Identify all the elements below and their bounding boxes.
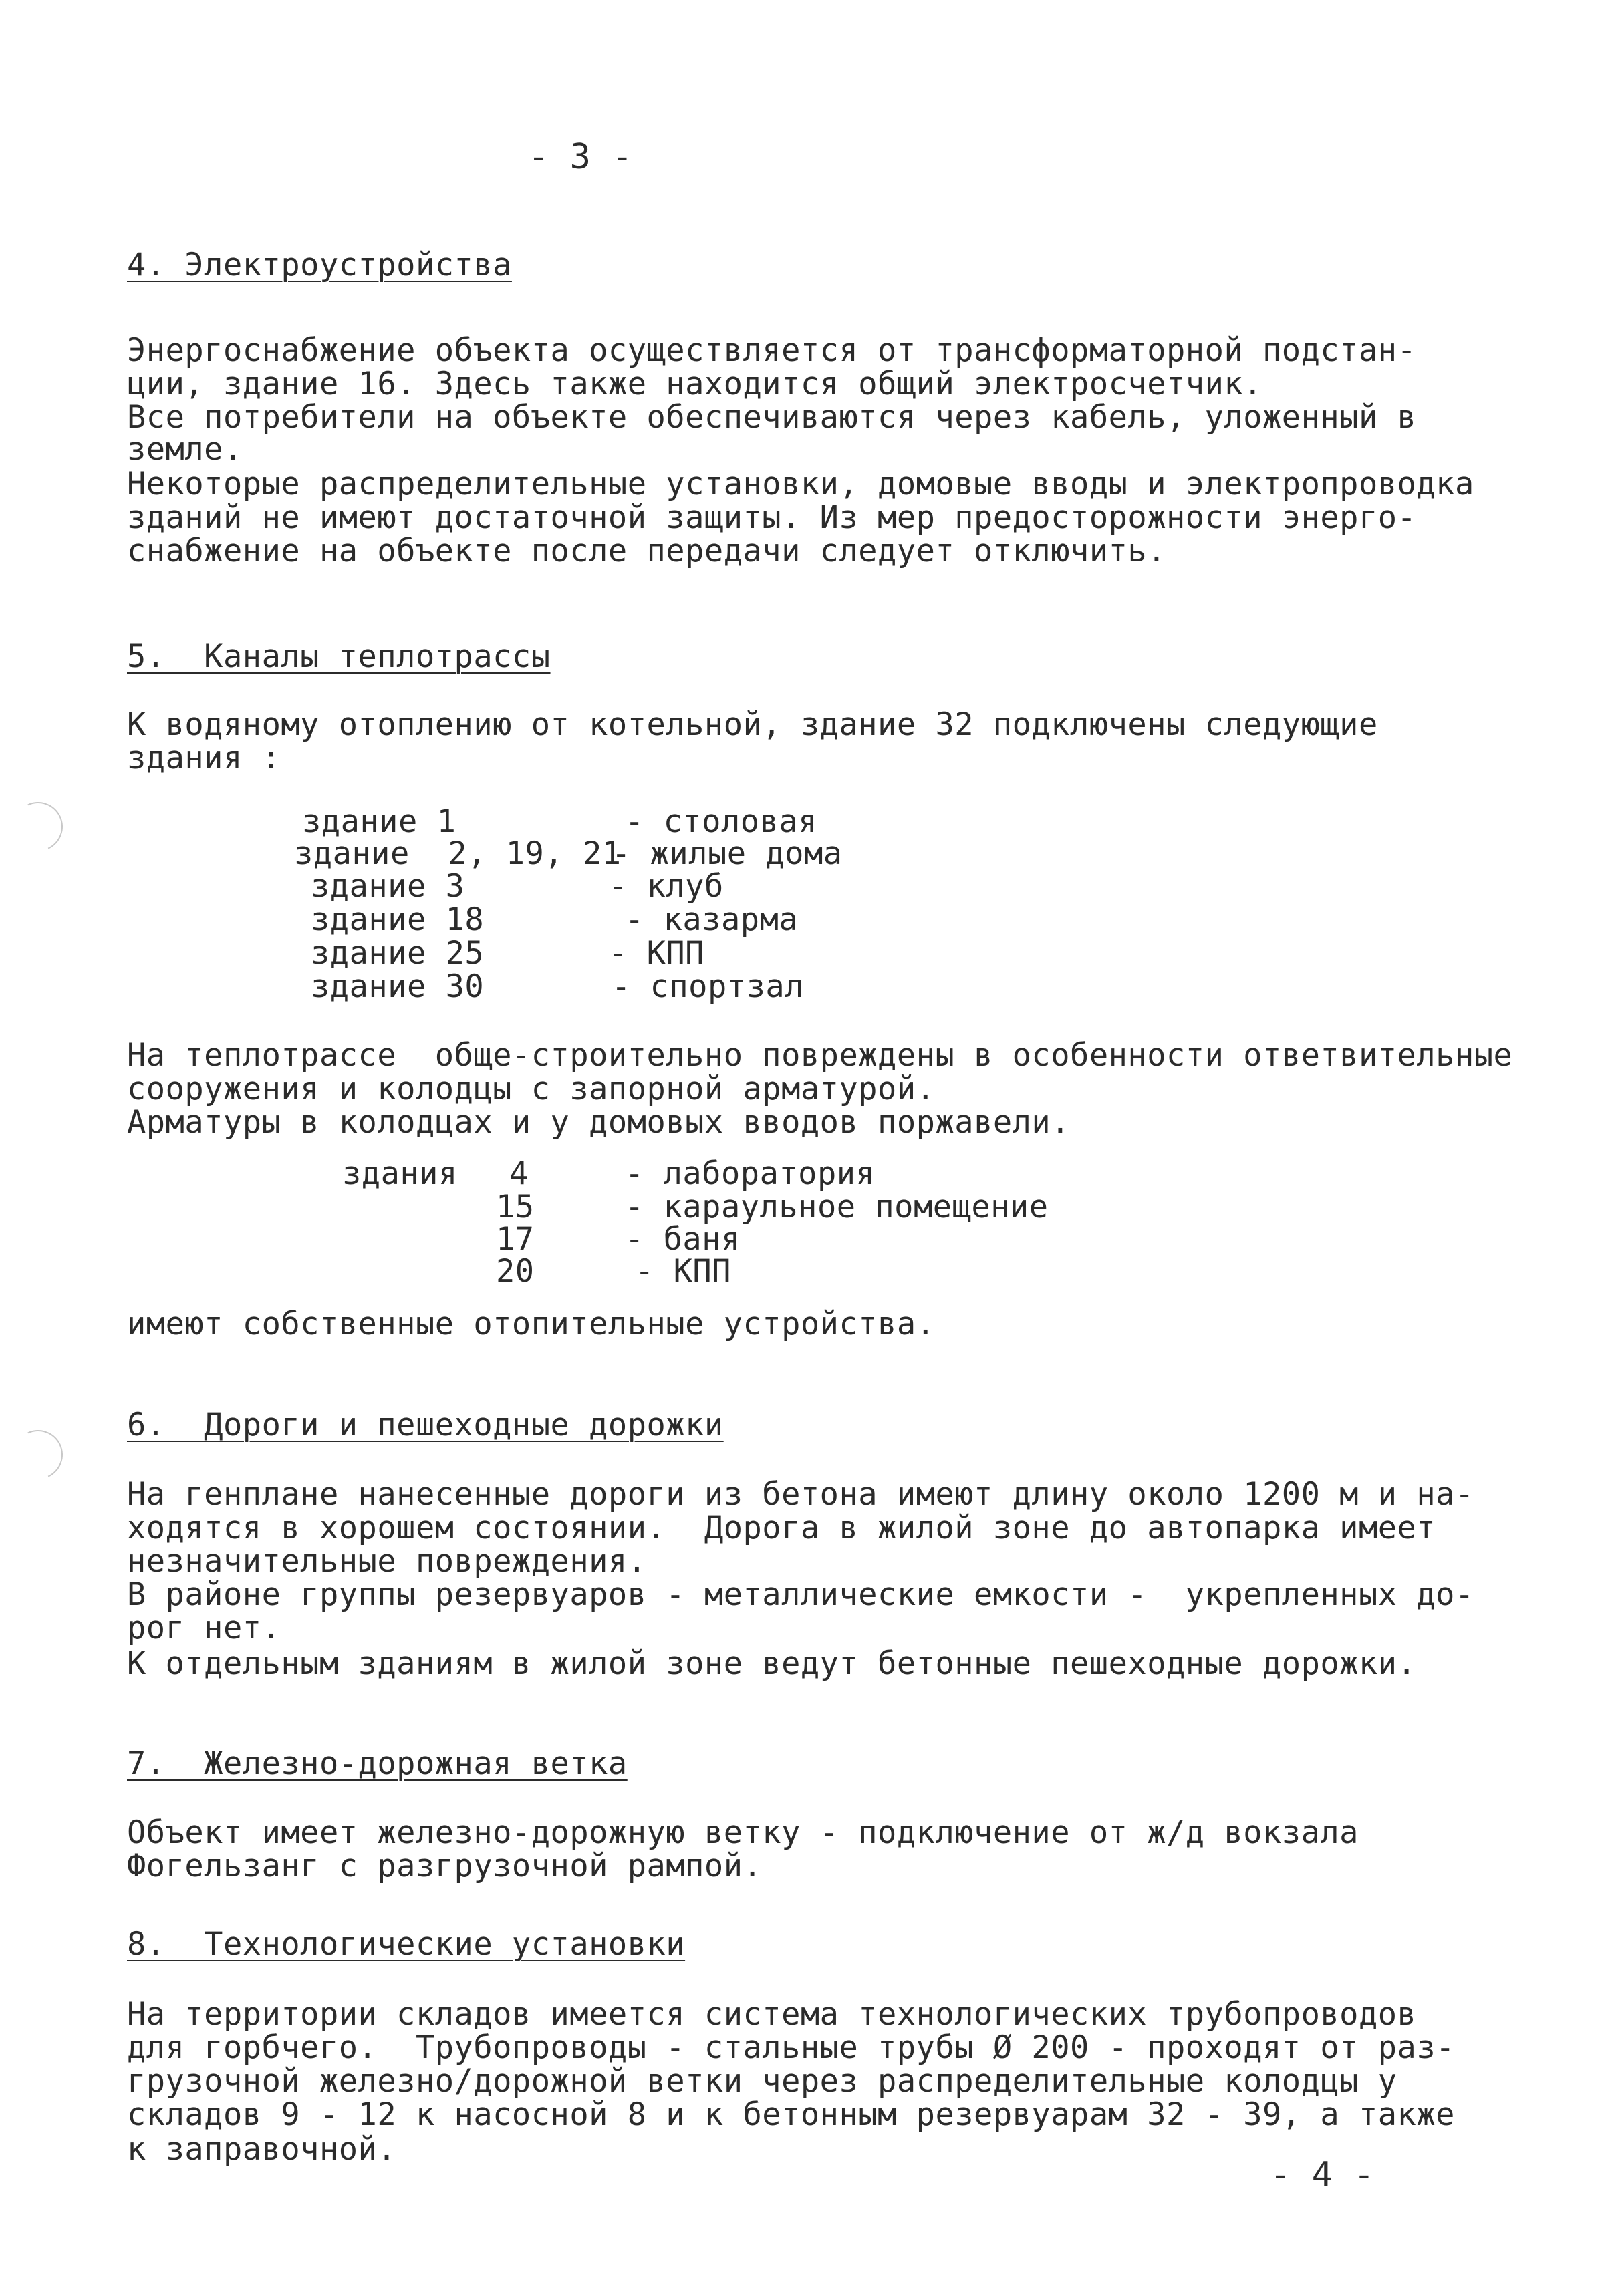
heating-building: здание 1: [302, 803, 456, 840]
heating-building: здание 25: [311, 935, 485, 972]
section-6-line: К отдельным зданиям в жилой зоне ведут бетонные пешеходные дорожки.: [127, 1645, 1417, 1682]
own-heating-building-number: 20: [496, 1253, 535, 1290]
heating-building-desc: - КПП: [608, 935, 704, 972]
section-6-line: В районе группы резервуаров - металлические емкости - укрепленных до-: [127, 1576, 1474, 1613]
section-5-text-line: На теплотрассе обще-строительно повреждены в особенности ответвительные: [127, 1037, 1513, 1074]
own-heating-building-number: 15: [496, 1189, 535, 1226]
own-heating-building-desc: - баня: [625, 1221, 741, 1258]
punch-hole-mark: [7, 795, 70, 859]
heating-building: здание 2, 19, 21: [294, 835, 622, 872]
section-6-line: На генплане нанесенные дороги из бетона имеют длину около 1200 м и на-: [127, 1476, 1474, 1513]
section-5-intro-line: К водяному отоплению от котельной, здание 32 подключены следующие: [127, 706, 1378, 743]
section-5-outro: имеют собственные отопительные устройства.: [127, 1306, 936, 1342]
section-8-line: к заправочной.: [127, 2131, 397, 2168]
section-8-line: грузочной железно/дорожной ветки через распределительные колодцы у: [127, 2063, 1397, 2100]
section-4-line: земле.: [127, 431, 243, 468]
section-5-intro-line: здания :: [127, 740, 281, 776]
section-4-line: Некоторые распределительные установки, домовые вводы и электропроводка: [127, 466, 1474, 503]
section-4-line: Все потребители на объекте обеспечиваются через кабель, уложенный в: [127, 399, 1417, 436]
heating-building-desc: - клуб: [608, 868, 724, 905]
section-6-line: незначительные повреждения.: [127, 1543, 647, 1580]
section-6-heading: 6. Дороги и пешеходные дорожки: [127, 1407, 724, 1443]
own-heating-building-desc: - караульное помещение: [625, 1189, 1049, 1226]
own-heating-building-desc: - КПП: [635, 1253, 731, 1290]
section-8-line: складов 9 - 12 к насосной 8 и к бетонным резервуарам 32 - 39, а также: [127, 2096, 1455, 2133]
section-5-text-line: сооружения и колодцы с запорной арматурой.: [127, 1070, 936, 1107]
heating-building: здание 3: [311, 868, 465, 905]
heating-building-desc: - казарма: [625, 901, 799, 938]
section-5-heading: 5. Каналы теплотрассы: [127, 638, 551, 675]
heating-building-desc: - столовая: [625, 803, 817, 840]
section-4-line: зданий не имеют достаточной защиты. Из мер предосторожности энерго-: [127, 499, 1417, 536]
section-4-line: снабжение на объекте после передачи следует отключить.: [127, 533, 1167, 569]
heating-building-desc: - жилые дома: [612, 835, 843, 872]
own-heating-building-number: 4: [509, 1155, 529, 1192]
heating-building: здание 18: [311, 901, 485, 938]
section-7-heading: 7. Железно-дорожная ветка: [127, 1745, 628, 1782]
section-7-line: Объект имеет железно-дорожную ветку - подключение от ж/д вокзала: [127, 1814, 1359, 1851]
section-6-line: ходятся в хорошем состоянии. Дорога в жилой зоне до автопарка имеет: [127, 1510, 1436, 1546]
section-4-line: Энергоснабжение объекта осуществляется от трансформаторной подстан-: [127, 332, 1417, 369]
page-number-top: - 3 -: [528, 137, 633, 177]
heating-building-desc: - спортзал: [612, 968, 804, 1005]
section-6-line: рог нет.: [127, 1610, 281, 1646]
own-heating-label: здания: [342, 1155, 458, 1192]
section-8-line: для горбчего. Трубопроводы - стальные трубы Ø 200 - проходят от раз-: [127, 2029, 1455, 2066]
own-heating-building-desc: - лаборатория: [625, 1155, 876, 1192]
punch-hole-mark: [7, 1423, 70, 1487]
section-4-heading: 4. Электроустройства: [127, 247, 512, 283]
section-7-line: Фогельзанг с разгрузочной рампой.: [127, 1848, 763, 1884]
heating-building: здание 30: [311, 968, 485, 1005]
section-8-heading: 8. Технологические установки: [127, 1926, 686, 1963]
section-8-line: На территории складов имеется система технологических трубопроводов: [127, 1996, 1417, 2033]
page-number-bottom: - 4 -: [1270, 2155, 1375, 2195]
section-4-line: ции, здание 16. Здесь также находится общий электросчетчик.: [127, 366, 1262, 402]
section-5-text-line: Арматуры в колодцах и у домовых вводов поржавели.: [127, 1104, 1071, 1141]
own-heating-building-number: 17: [496, 1221, 535, 1258]
